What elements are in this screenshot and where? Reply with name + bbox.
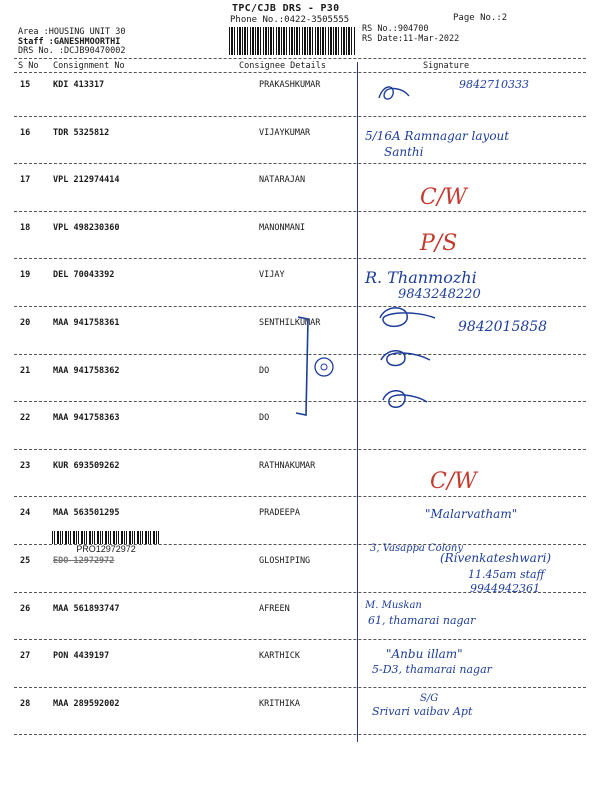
handwritten-signature-text: S/G — [420, 692, 439, 704]
row-consignment-number: DEL 70043392 — [53, 270, 115, 281]
row-serial-number: 15 — [20, 80, 31, 90]
handwritten-signature-text: 5/16A Ramnagar layout — [365, 128, 510, 143]
row-consignee-name: PRADEEPA — [259, 508, 300, 519]
row-consignment-number: TDR 5325812 — [53, 127, 110, 138]
row-consignment-number: EDO 12972972 — [53, 556, 115, 566]
row-consignment-number: VPL 498230360 — [53, 222, 120, 233]
row-serial-number: 19 — [20, 270, 31, 281]
signature-scribble-15 — [375, 80, 415, 104]
row-serial-number: 17 — [20, 175, 31, 186]
rs-number: RS No.:904700 — [362, 24, 429, 34]
row-consignment-number: MAA 563501295 — [53, 508, 120, 519]
row-separator — [14, 734, 586, 735]
col-sno-header: S No — [18, 61, 39, 71]
handwritten-signature-text: 9843248220 — [398, 287, 481, 303]
row-serial-number: 18 — [20, 222, 31, 233]
row-serial-number: 28 — [20, 698, 31, 709]
consignment-barcode-sticker — [52, 531, 160, 553]
row-consignee-name: VIJAY — [259, 270, 285, 281]
row-serial-number: 26 — [20, 603, 31, 614]
row-separator — [14, 116, 586, 117]
row-consignee-name: DO — [259, 365, 270, 376]
handwritten-signature-text: 61, thamarai nagar — [368, 613, 476, 627]
phone-number: Phone No.:0422-3505555 — [230, 15, 350, 25]
row-serial-number: 23 — [20, 460, 31, 471]
handwritten-signature-text: M. Muskan — [365, 599, 422, 611]
row-consignee-name: GLOSHIPING — [259, 556, 311, 566]
row-consignee-name: PRAKASHKUMAR — [259, 80, 321, 90]
sticker-barcode-number: PRO12972972 — [76, 544, 136, 554]
row-consignment-number: MAA 561893747 — [53, 603, 120, 614]
row-consignee-name: NATARAJAN — [259, 175, 306, 186]
row-consignee-name: DO — [259, 413, 270, 424]
handwritten-signature-text: 9944942361 — [470, 582, 540, 595]
row-separator — [14, 639, 586, 640]
row-consignee-name: VIJAYKUMAR — [259, 127, 311, 138]
row-consignee-name: SENTHILKUMAR — [259, 318, 321, 328]
row-separator — [14, 449, 586, 450]
area-line: Area :HOUSING UNIT 30 — [18, 27, 126, 37]
row-separator — [14, 211, 586, 212]
row-consignee-name: AFREEN — [259, 603, 290, 614]
row-consignee-name: KARTHICK — [259, 651, 300, 662]
row-separator — [14, 163, 586, 164]
row-consignment-number: KUR 693509262 — [53, 460, 120, 471]
handwritten-signature-text: 11.45am staff — [468, 568, 545, 581]
page-number: Page No.:2 — [453, 13, 508, 23]
handwritten-signature-text: 9842710333 — [459, 78, 529, 91]
handwritten-signature-text: C/W — [430, 468, 477, 494]
row-consignment-number: MAA 941758362 — [53, 365, 120, 376]
handwritten-signature-text: P/S — [420, 230, 458, 256]
row-serial-number: 24 — [20, 508, 31, 519]
row-consignment-number: MAA 941758363 — [53, 413, 120, 424]
handwritten-signature-text: Santhi — [384, 144, 424, 159]
sticker-barcode — [52, 531, 160, 544]
row-consignment-number: PON 4439197 — [53, 651, 110, 662]
header-barcode — [229, 27, 356, 55]
handwritten-signature-text: C/W — [420, 185, 467, 211]
drs-number: DRS No. :DCJB90470002 — [18, 46, 126, 56]
handwritten-signature-text: "Malarvatham" — [425, 507, 518, 522]
row-consignee-name: RATHNAKUMAR — [259, 460, 316, 471]
row-separator — [14, 592, 586, 593]
rs-date: RS Date:11-Mar-2022 — [362, 33, 460, 44]
header-bottom-rule — [14, 72, 586, 73]
report-title: TPC/CJB DRS - P30 — [232, 3, 340, 14]
row-consignment-number: MAA 289592002 — [53, 698, 120, 709]
col-consignee-header: Consignee Details — [239, 61, 326, 71]
handwritten-signature-text: 9842015858 — [458, 319, 548, 335]
signature-scribbles — [375, 300, 445, 425]
header-left-block — [18, 28, 125, 57]
handwritten-signature-text: 5-D3, thamarai nagar — [372, 663, 492, 677]
row-serial-number: 22 — [20, 413, 31, 424]
handwritten-signature-text: "Anbu illam" — [386, 647, 463, 662]
row-consignment-number: KDI 413317 — [53, 80, 105, 90]
header-right-block — [362, 25, 459, 44]
col-consignment-header: Consignment No — [53, 61, 125, 71]
row-separator — [14, 258, 586, 259]
row-separator — [14, 687, 586, 688]
row-serial-number: 21 — [20, 365, 31, 376]
row-separator — [14, 496, 586, 497]
staff-line: Staff :GANESHMOORTHI — [18, 36, 121, 47]
header-top-rule — [14, 58, 586, 59]
row-consignment-number: MAA 941758361 — [53, 318, 120, 328]
handwritten-signature-text: 3, Vasappa Colony — [370, 543, 464, 554]
handwritten-signature-text: R. Thanmozhi — [365, 268, 477, 288]
handwritten-signature-text: Srivari vaibav Apt — [372, 704, 473, 718]
row-serial-number: 20 — [20, 318, 31, 328]
row-serial-number: 27 — [20, 651, 31, 662]
row-consignee-name: KRITHIKA — [259, 698, 300, 709]
row-consignment-number: VPL 212974414 — [53, 175, 120, 186]
handwritten-signature-text: (Rivenkateshwari) — [440, 551, 552, 565]
row-serial-number: 16 — [20, 127, 31, 138]
grouping-bracket-mark — [292, 315, 342, 425]
col-signature-header: Signature — [423, 61, 470, 71]
row-separator — [14, 306, 586, 307]
row-consignee-name: MANONMANI — [259, 222, 306, 233]
row-serial-number: 25 — [20, 556, 31, 566]
